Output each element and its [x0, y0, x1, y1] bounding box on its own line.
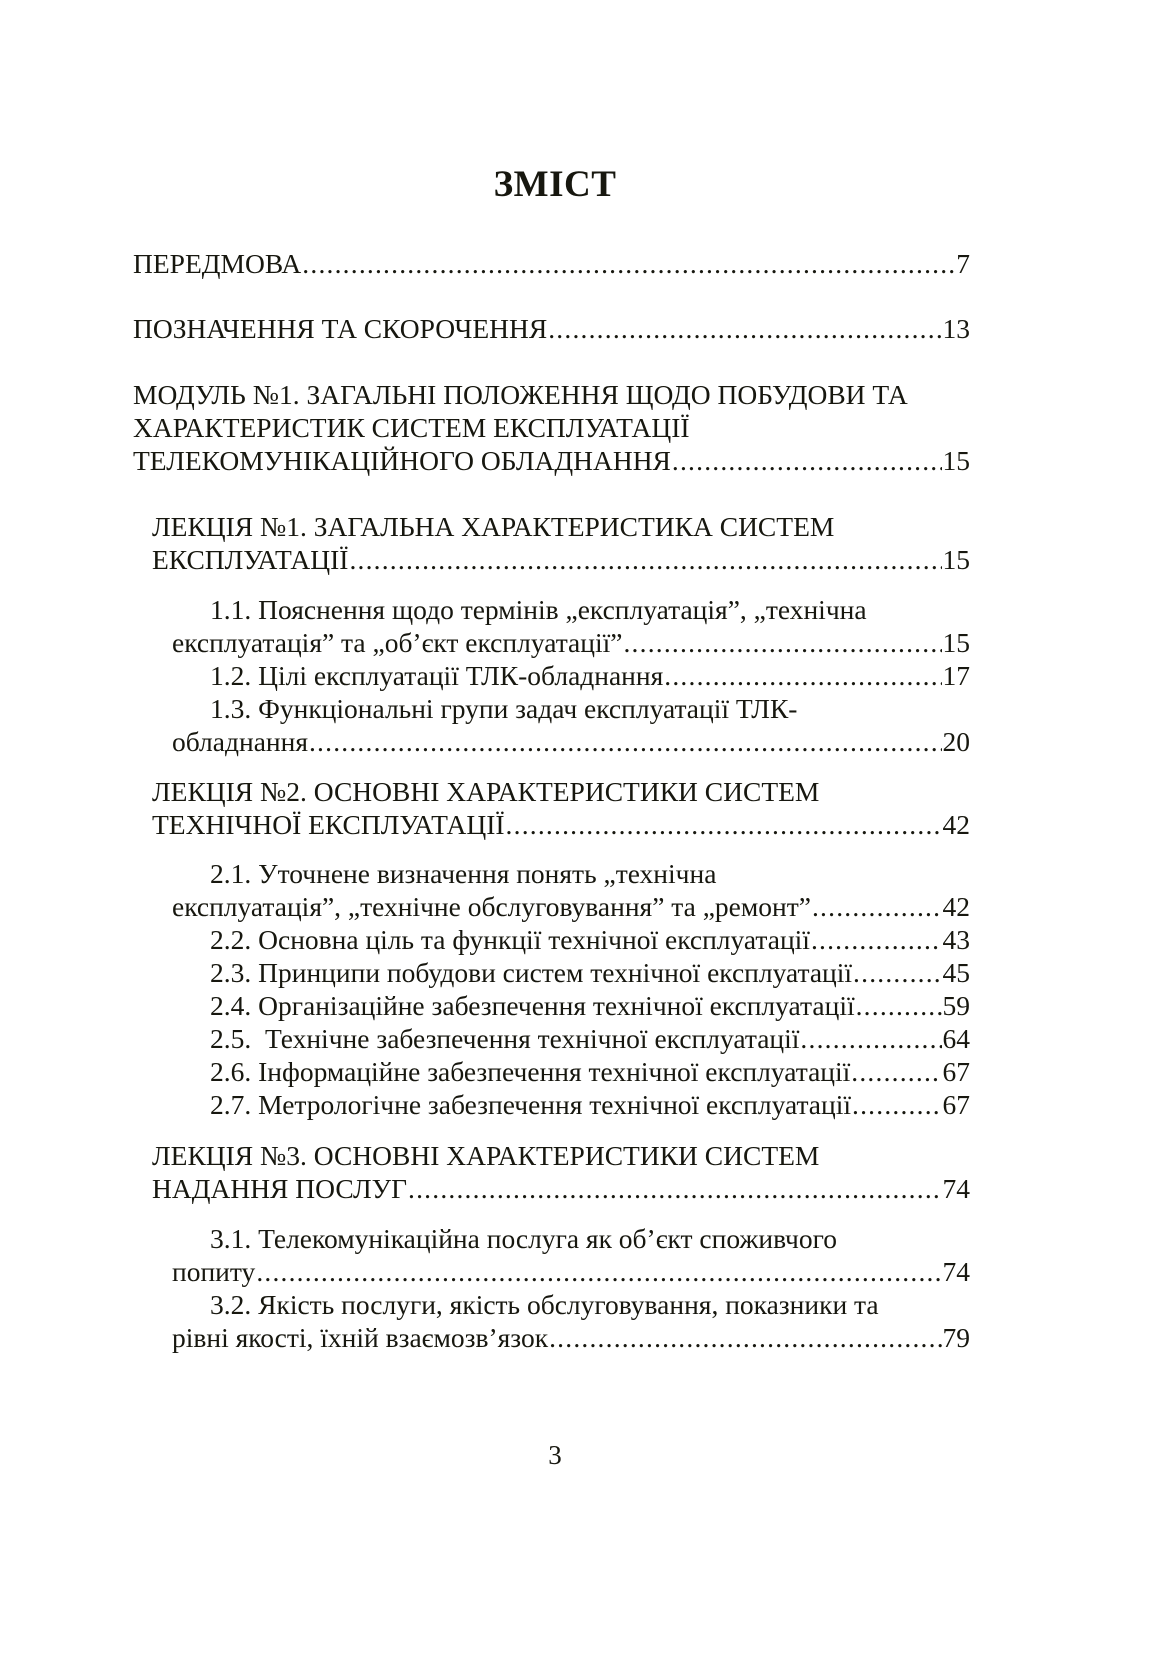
toc-entry-lecture-2[interactable] — [152, 775, 970, 841]
toc-line — [152, 808, 970, 841]
dot-leader — [812, 890, 942, 923]
toc-entry-title: 2.2. Основна ціль та функції технічної експлуатації — [210, 924, 810, 955]
toc-line — [172, 659, 970, 692]
toc-entry-title: експлуатація”, „технічне обслуговування” та „ремонт” — [172, 891, 811, 922]
toc-line — [172, 890, 970, 923]
toc-page-number: 13 — [942, 313, 970, 344]
dot-leader — [811, 923, 942, 956]
dot-leader — [408, 1172, 941, 1205]
toc-entry-title: обладнання — [172, 726, 308, 757]
dot-leader — [853, 956, 941, 989]
toc-line — [152, 543, 970, 576]
toc-line — [172, 593, 970, 626]
toc-line — [172, 725, 970, 758]
toc-page-number: 20 — [942, 726, 970, 757]
toc-line — [172, 626, 970, 659]
toc-entry-title: 1.2. Цілі експлуатації ТЛК-обладнання — [210, 660, 664, 691]
toc-entry-title: ПЕРЕДМОВА — [133, 248, 302, 279]
toc-entry-lecture-3[interactable] — [152, 1139, 970, 1205]
toc-entry-title: ХАРАКТЕРИСТИК СИСТЕМ ЕКСПЛУАТАЦІЇ — [133, 412, 690, 443]
dot-leader — [548, 312, 941, 345]
toc-page-number: 59 — [942, 990, 970, 1021]
toc-entry-section-2-6[interactable] — [172, 1055, 970, 1088]
toc-line — [152, 510, 970, 543]
dot-leader — [302, 247, 955, 280]
toc-entry-title: ЛЕКЦІЯ №2. ОСНОВНІ ХАРАКТЕРИСТИКИ СИСТЕМ — [152, 776, 820, 807]
toc-page-number: 43 — [942, 924, 970, 955]
toc-entry-title: НАДАННЯ ПОСЛУГ — [152, 1173, 408, 1204]
toc-entry-preface[interactable] — [133, 247, 970, 280]
toc-entry-lecture-1[interactable] — [152, 510, 970, 576]
toc-entry-title: 2.1. Уточнене визначення понять „технічна — [210, 858, 717, 889]
toc-page-number: 64 — [942, 1023, 970, 1054]
dot-leader — [664, 659, 941, 692]
toc-line — [172, 692, 970, 725]
dot-leader — [256, 1255, 941, 1288]
toc-entry-module-1[interactable] — [133, 378, 970, 477]
toc-line — [172, 1055, 970, 1088]
toc-entry-title: 2.4. Організаційне забезпечення технічної експлуатації — [210, 990, 855, 1021]
toc-entry-title: ЕКСПЛУАТАЦІЇ — [152, 544, 349, 575]
toc-page-number: 17 — [942, 660, 970, 691]
toc-line — [133, 312, 970, 345]
toc-entry-section-2-1[interactable] — [172, 857, 970, 923]
toc-page-number: 74 — [942, 1173, 970, 1204]
toc-line — [152, 1172, 970, 1205]
toc-line — [133, 411, 970, 444]
toc-page-number: 45 — [942, 957, 970, 988]
toc-line — [172, 1088, 970, 1121]
toc-line — [172, 1288, 970, 1321]
toc-entry-abbreviations[interactable] — [133, 312, 970, 345]
toc-page-number: 67 — [942, 1056, 970, 1087]
toc-entry-title: ТЕЛЕКОМУНІКАЦІЙНОГО ОБЛАДНАННЯ — [133, 445, 671, 476]
toc-entry-section-2-3[interactable] — [172, 956, 970, 989]
toc-entry-section-3-1[interactable] — [172, 1222, 970, 1288]
toc-page-number: 79 — [942, 1322, 970, 1353]
toc-entry-title: 2.5. Технічне забезпечення технічної експлуатації — [210, 1023, 800, 1054]
toc-entry-title: ТЕХНІЧНОЇ ЕКСПЛУАТАЦІЇ — [152, 809, 505, 840]
toc-entry-title: 2.3. Принципи побудови систем технічної експлуатації — [210, 957, 853, 988]
toc-entry-title: 1.3. Функціональні групи задач експлуатації ТЛК- — [210, 693, 798, 724]
toc-entry-title: 2.6. Інформаційне забезпечення технічної експлуатації — [210, 1056, 851, 1087]
toc-page-number: 15 — [942, 544, 970, 575]
toc-page-number: 74 — [942, 1256, 970, 1287]
toc-line — [172, 956, 970, 989]
toc-entry-section-2-7[interactable] — [172, 1088, 970, 1121]
toc-entry-section-1-1[interactable] — [172, 593, 970, 659]
toc-line — [172, 1022, 970, 1055]
toc-entry-title: попиту — [172, 1256, 256, 1287]
toc-entry-section-1-2[interactable] — [172, 659, 970, 692]
toc-line — [172, 857, 970, 890]
toc-line — [133, 247, 970, 280]
toc-entry-title: ЛЕКЦІЯ №3. ОСНОВНІ ХАРАКТЕРИСТИКИ СИСТЕМ — [152, 1140, 820, 1171]
toc-page-number: 42 — [942, 891, 970, 922]
toc-entry-section-2-2[interactable] — [172, 923, 970, 956]
dot-leader — [549, 1321, 941, 1354]
toc-entry-title: 3.2. Якість послуги, якість обслуговування, показники та — [210, 1289, 879, 1320]
toc-entry-title: 2.7. Метрологічне забезпечення технічної експлуатації — [210, 1089, 852, 1120]
toc-line — [152, 1139, 970, 1172]
toc-entry-section-3-2[interactable] — [172, 1288, 970, 1354]
toc-line — [172, 1255, 970, 1288]
dot-leader — [852, 1088, 941, 1121]
toc-page-number: 42 — [942, 809, 970, 840]
dot-leader — [349, 543, 941, 576]
toc-line — [133, 444, 970, 477]
dot-leader — [506, 808, 942, 841]
toc-entry-title: МОДУЛЬ №1. ЗАГАЛЬНІ ПОЛОЖЕННЯ ЩОДО ПОБУДОВИ ТА — [133, 379, 908, 410]
toc-entry-title: 3.1. Телекомунікаційна послуга як об’єкт споживчого — [210, 1223, 837, 1254]
toc-line — [152, 775, 970, 808]
toc-line — [172, 923, 970, 956]
dot-leader — [623, 626, 941, 659]
toc-page-number: 15 — [942, 627, 970, 658]
dot-leader — [309, 725, 942, 758]
toc-entry-title: рівні якості, їхній взаємозв’язок — [172, 1322, 549, 1353]
page-title: ЗМІСТ — [493, 164, 617, 205]
dot-leader — [800, 1022, 941, 1055]
toc-entry-title: 1.1. Пояснення щодо термінів „експлуатація”, „технічна — [210, 594, 867, 625]
toc-line — [172, 989, 970, 1022]
toc-entry-title: ЛЕКЦІЯ №1. ЗАГАЛЬНА ХАРАКТЕРИСТИКА СИСТЕМ — [152, 511, 835, 542]
toc-line — [133, 378, 970, 411]
dot-leader — [851, 1055, 941, 1088]
toc-page-number: 15 — [942, 445, 970, 476]
dot-leader — [856, 989, 942, 1022]
toc-entry-section-2-4[interactable] — [172, 989, 970, 1022]
toc-page-number: 67 — [942, 1089, 970, 1120]
toc-entry-title: ПОЗНАЧЕННЯ ТА СКОРОЧЕННЯ — [133, 313, 548, 344]
toc-line — [172, 1222, 970, 1255]
toc-line — [172, 1321, 970, 1354]
dot-leader — [672, 444, 942, 477]
page-number: 3 — [548, 1440, 562, 1470]
toc-entry-section-1-3[interactable] — [172, 692, 970, 758]
toc-page-number: 7 — [956, 248, 970, 279]
toc-entry-title: експлуатація” та „об’єкт експлуатації” — [172, 627, 623, 658]
toc-entry-section-2-5[interactable] — [172, 1022, 970, 1055]
